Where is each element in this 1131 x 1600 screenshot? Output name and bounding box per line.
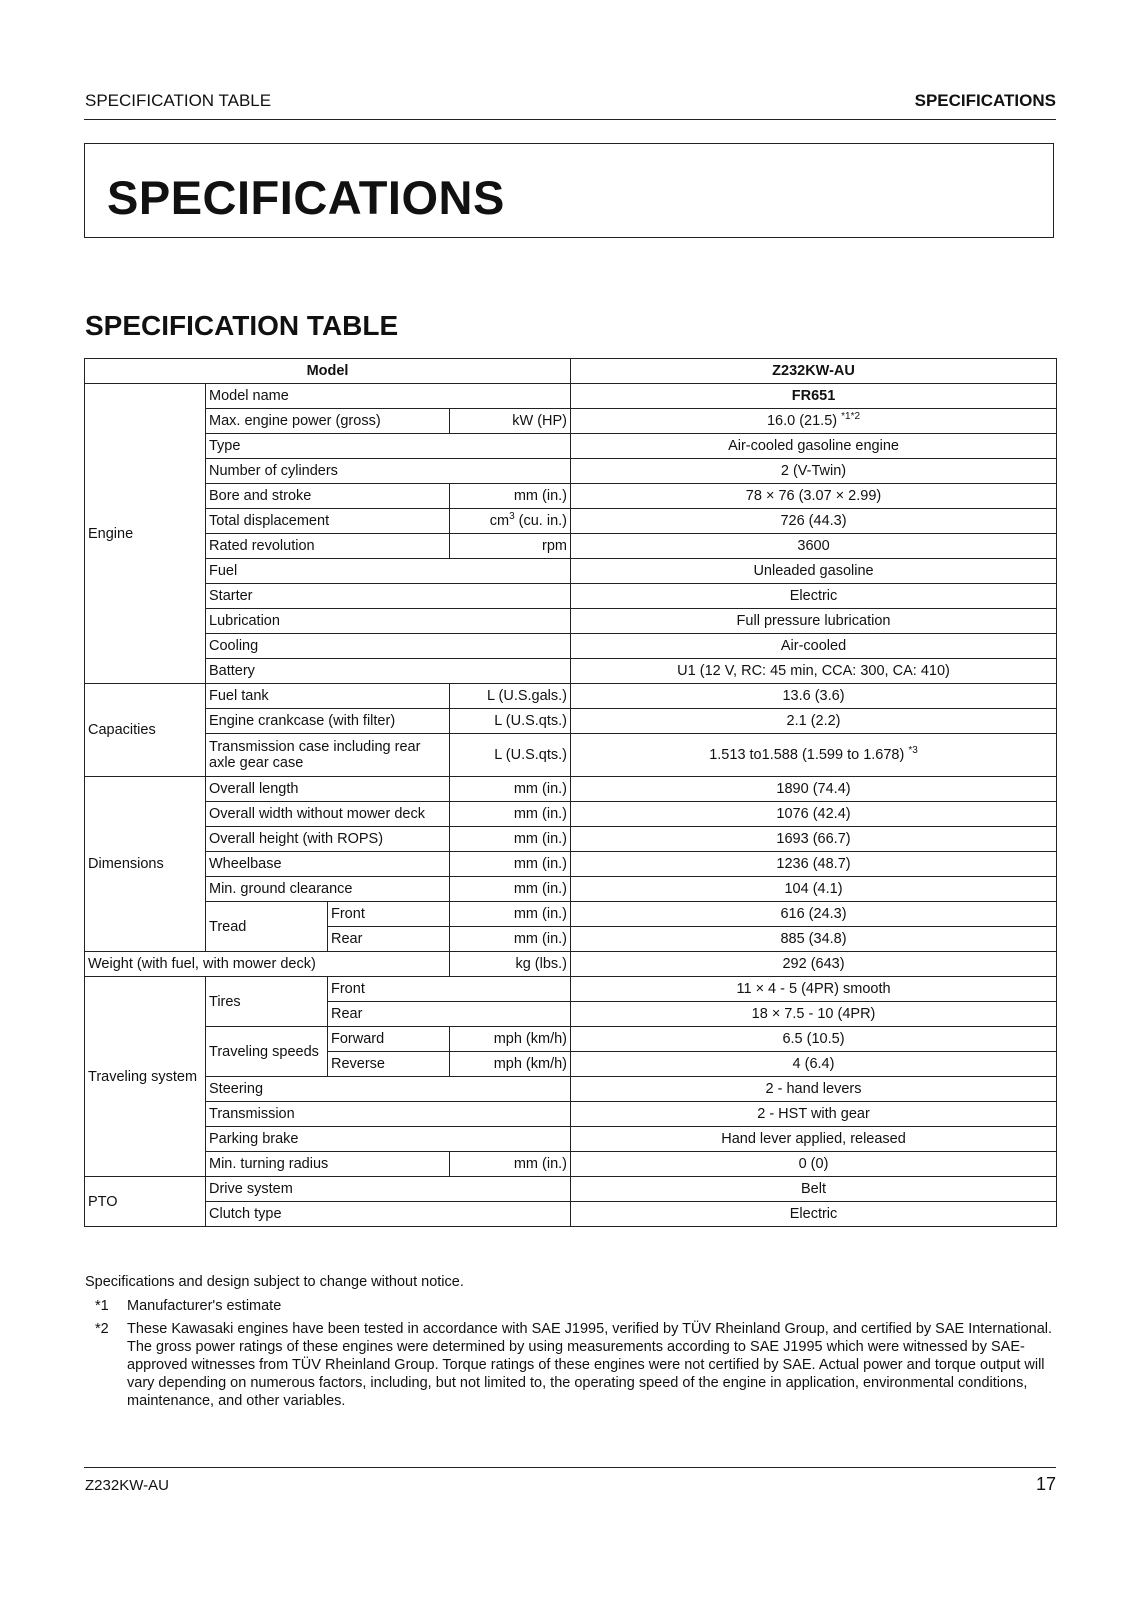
row-value: 726 (44.3) [571,509,1057,534]
group-engine: Engine [85,384,206,684]
table-row [85,634,1057,659]
row-value: 2 - HST with gear [571,1102,1057,1127]
unit-text: cm [489,513,510,529]
section-title: SPECIFICATION TABLE [85,310,399,341]
row-unit: L (U.S.qts.) [450,734,571,777]
table-row [85,952,1057,977]
footnote-ref: *3 [908,745,918,756]
row-value: Unleaded gasoline [571,559,1057,584]
row-label: Transmission case including rear axle gear case [206,734,450,777]
footer-divider [84,1467,1056,1468]
row-label: Battery [206,659,571,684]
group-pto: PTO [85,1177,206,1227]
unit-exponent: 3 [509,511,515,522]
row-label: Min. ground clearance [206,877,450,902]
row-value: FR651 [571,384,1057,409]
row-value: 78 × 76 (3.07 × 2.99) [571,484,1057,509]
page-number: 17 [1035,1474,1056,1494]
table-row [85,802,1057,827]
row-value: Full pressure lubrication [571,609,1057,634]
row-value: Electric [571,584,1057,609]
running-header-section: SPECIFICATION TABLE [85,91,272,110]
group-dimensions: Dimensions [85,777,206,952]
row-label: Wheelbase [206,852,450,877]
table-row [85,434,1057,459]
row-sublabel: Front [328,977,571,1002]
table-row [85,584,1057,609]
chapter-title: SPECIFICATIONS [107,171,505,224]
row-value: 0 (0) [571,1152,1057,1177]
row-unit: mm (in.) [450,902,571,927]
row-label: Engine crankcase (with filter) [206,709,450,734]
header-divider [84,119,1056,120]
table-row [85,609,1057,634]
row-label: Steering [206,1077,571,1102]
value-text: 16.0 (21.5) [766,413,838,429]
row-label: Bore and stroke [206,484,450,509]
running-header-chapter: SPECIFICATIONS [914,91,1056,110]
row-unit: mm (in.) [450,484,571,509]
row-unit: rpm [450,534,571,559]
footnote-ref: *1*2 [841,411,861,422]
row-value: U1 (12 V, RC: 45 min, CCA: 300, CA: 410) [571,659,1057,684]
row-value: Electric [571,1202,1057,1227]
table-row [85,1127,1057,1152]
table-row [85,459,1057,484]
row-label: Total displacement [206,509,450,534]
table-row [85,509,1057,534]
table-row [85,777,1057,802]
table-row [85,977,1057,1002]
footer-model: Z232KW-AU [85,1477,169,1494]
row-label: Fuel [206,559,571,584]
row-label: Lubrication [206,609,571,634]
row-label: Cooling [206,634,571,659]
row-label: Type [206,434,571,459]
row-label-tires: Tires [206,977,328,1027]
row-unit: mph (km/h) [450,1052,571,1077]
row-value: Air-cooled gasoline engine [571,434,1057,459]
row-sublabel: Rear [328,1002,571,1027]
row-label: Min. turning radius [206,1152,450,1177]
row-value: 1236 (48.7) [571,852,1057,877]
row-value: 4 (6.4) [571,1052,1057,1077]
row-value: 13.6 (3.6) [571,684,1057,709]
row-value: Hand lever applied, released [571,1127,1057,1152]
group-capacities: Capacities [85,684,206,777]
footnote [85,1297,1057,1315]
row-unit: mm (in.) [450,827,571,852]
row-value: 11 × 4 - 5 (4PR) smooth [571,977,1057,1002]
table-row [85,1152,1057,1177]
row-unit: kg (lbs.) [450,952,571,977]
table-row [85,852,1057,877]
notes-section [85,1273,1057,1415]
row-label: Parking brake [206,1127,571,1152]
row-value: 2 - hand levers [571,1077,1057,1102]
row-label: Transmission [206,1102,571,1127]
table-row [85,877,1057,902]
table-row [85,709,1057,734]
table-row [85,1177,1057,1202]
row-label: Weight (with fuel, with mower deck) [85,952,450,977]
table-row [85,1027,1057,1052]
row-sublabel: Front [328,902,450,927]
change-notice: Specifications and design subject to change without notice. [85,1274,464,1290]
row-unit [450,509,571,534]
row-label: Overall length [206,777,450,802]
row-sublabel: Rear [328,927,450,952]
row-label: Fuel tank [206,684,450,709]
row-unit: mm (in.) [450,927,571,952]
table-row [85,684,1057,709]
row-unit: mm (in.) [450,852,571,877]
table-row [85,484,1057,509]
row-label: Starter [206,584,571,609]
row-value [571,734,1057,777]
table-row [85,1102,1057,1127]
row-label: Clutch type [206,1202,571,1227]
row-unit: L (U.S.qts.) [450,709,571,734]
row-label: Overall height (with ROPS) [206,827,450,852]
row-value: 2.1 (2.2) [571,709,1057,734]
group-traveling-system: Traveling system [85,977,206,1177]
row-label: Max. engine power (gross) [206,409,450,434]
row-value: 292 (643) [571,952,1057,977]
specification-table [84,358,1057,1227]
table-row [85,384,1057,409]
row-value: 2 (V-Twin) [571,459,1057,484]
row-unit: mm (in.) [450,1152,571,1177]
row-label: Drive system [206,1177,571,1202]
row-value: Air-cooled [571,634,1057,659]
row-unit: mm (in.) [450,877,571,902]
unit-text: (cu. in.) [514,513,568,529]
row-sublabel: Reverse [328,1052,450,1077]
row-sublabel: Forward [328,1027,450,1052]
row-label: Model name [206,384,571,409]
row-value: 1693 (66.7) [571,827,1057,852]
row-value [571,409,1057,434]
row-label: Rated revolution [206,534,450,559]
table-row [85,902,1057,927]
row-unit: kW (HP) [450,409,571,434]
row-value: 104 (4.1) [571,877,1057,902]
value-text: 1.513 to1.588 (1.599 to 1.678) [709,747,905,763]
table-row [85,659,1057,684]
chapter-title-box [84,143,1054,238]
footnote [85,1320,1057,1410]
table-row [85,1202,1057,1227]
row-value: 18 × 7.5 - 10 (4PR) [571,1002,1057,1027]
row-label: Overall width without mower deck [206,802,450,827]
footnote-text: Manufacturer's estimate [127,1298,282,1314]
table-header-row [85,359,1057,384]
row-unit: mph (km/h) [450,1027,571,1052]
row-value: 1890 (74.4) [571,777,1057,802]
table-row [85,409,1057,434]
row-value: 6.5 (10.5) [571,1027,1057,1052]
row-value: 1076 (42.4) [571,802,1057,827]
row-unit: mm (in.) [450,777,571,802]
table-row [85,827,1057,852]
row-unit: mm (in.) [450,802,571,827]
footnote-text: These Kawasaki engines have been tested in accordance with SAE J1995, verified by TÜV Rheinland Group, and certified by SAE International. The gross power ratings of these engines were determined by using measurements according to SAE J1995 which were witnessed by SAE-approved witnesses from TÜV Rheinland Group. Torque ratings of these engines were not certified by SAE. Actual power and torque output will vary depending on numerous factors, including, but not limited to, the operating speed of the engine in application, environmental conditions, maintenance, and other variables. [127,1321,1053,1409]
row-value: 885 (34.8) [571,927,1057,952]
table-row [85,1077,1057,1102]
row-value: 616 (24.3) [571,902,1057,927]
row-value: 3600 [571,534,1057,559]
row-value: Belt [571,1177,1057,1202]
row-label: Number of cylinders [206,459,571,484]
footnote-mark: *1 [95,1298,109,1314]
model-value: Z232KW-AU [571,359,1057,384]
table-row [85,734,1057,777]
row-unit: L (U.S.gals.) [450,684,571,709]
table-row [85,559,1057,584]
table-row [85,534,1057,559]
row-label-speeds: Traveling speeds [206,1027,328,1077]
footnote-mark: *2 [95,1321,109,1337]
row-label-tread: Tread [206,902,328,952]
model-header: Model [85,359,571,384]
